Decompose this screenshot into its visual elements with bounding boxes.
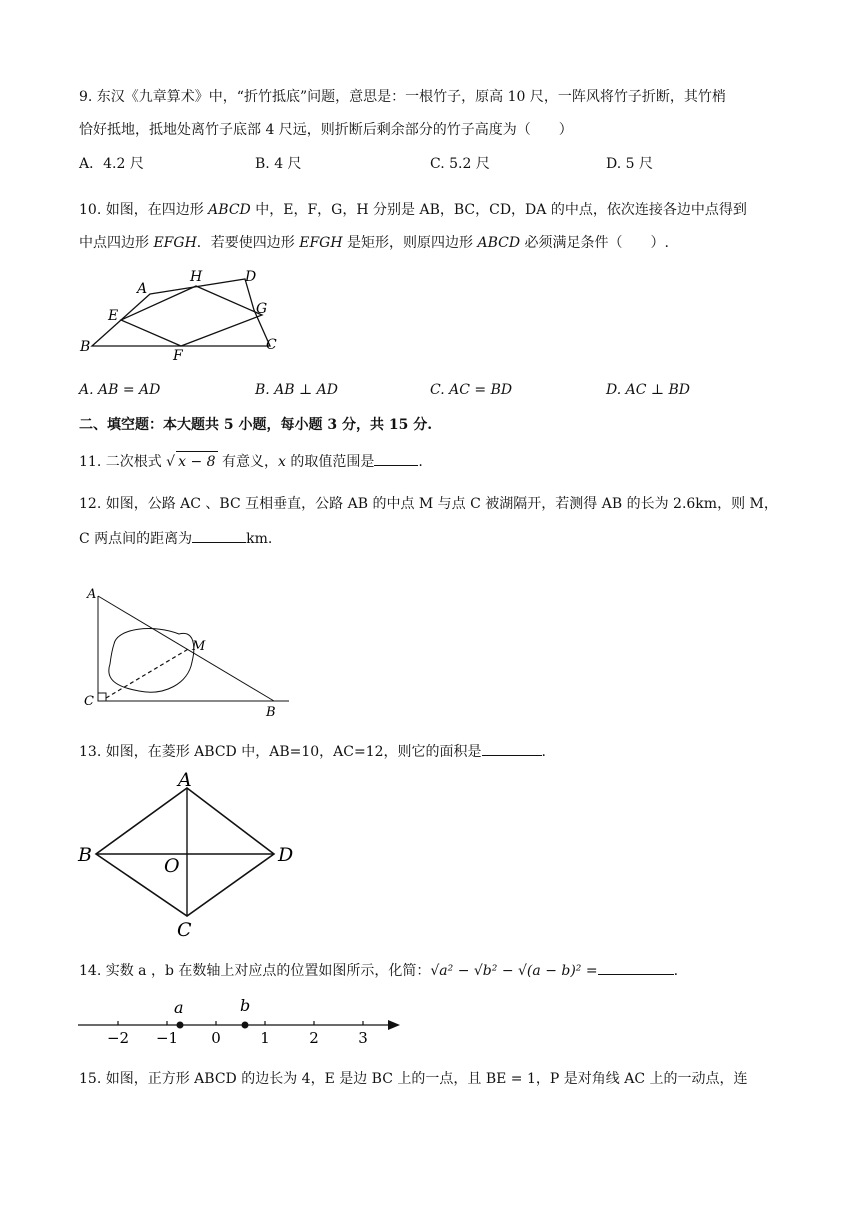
q11-answer-blank[interactable] [374,451,418,466]
q9-option-a: A．4.2 尺 [79,156,144,172]
q10-label-c: C [266,337,277,353]
q14-expression: √a² − √b² − √(a − b)² = [430,963,598,979]
q10-option-a: A. AB = AD [79,382,161,398]
q13-rhombus-figure [78,768,308,940]
q14-tick-label: 0 [211,1029,221,1047]
q10-option-b: B. AB ⊥ AD [255,382,338,398]
q9-option-c: C. 5.2 尺 [430,156,490,172]
q13-label-o: O [164,855,180,877]
q9-line2: 恰好抵地，抵地处离竹子底部 4 尺远，则折断后剩余部分的竹子高度为（ ） [79,122,573,138]
q12-road-lake-figure [84,584,294,719]
q12-text: C 两点间的距离为 [79,531,193,547]
q10-quad-name: ABCD [477,235,521,251]
q10-text: 必须满足条件（ ）. [520,235,669,251]
q11-line [79,451,423,472]
q10-quad-name: EFGH [153,235,197,251]
sqrt-symbol: √ [166,454,176,470]
q10-quad-name: ABCD [208,202,251,218]
q14-tick-label: 3 [358,1029,368,1047]
q12-line1: 12. 如图，公路 AC 、BC 互相垂直，公路 AB 的中点 M 与点 C 被湖隔开，若测得 AB 的长为 2.6km，则 M， [79,496,778,512]
q12-label-b: B [266,705,276,720]
q10-line1 [79,200,747,220]
q10-text: 中点四边形 [79,235,154,251]
q14-point-a [177,1022,184,1029]
q11-variable: x [277,454,286,470]
q12-text: km. [246,531,273,547]
q14-line [79,960,678,981]
q14-tick-label: 1 [260,1029,270,1047]
section-title: 二、填空题：本大题共 5 小题，每小题 3 分，共 15 分. [79,417,433,433]
q11-text: 有意义， [217,454,278,470]
q13-text: 13. 如图，在菱形 ABCD 中，AB=10，AC=12，则它的面积是 [79,744,482,760]
q12-answer-blank[interactable] [192,528,246,543]
q12-label-c: C [84,694,94,709]
q10-quadrilateral-figure [80,266,290,366]
q13-label-b: B [78,844,92,866]
q12-label-m: M [192,639,206,654]
q12-line2 [79,528,272,549]
q14-point-a-label: a [174,998,184,1017]
q10-label-g: G [256,301,268,317]
q14-text: . [673,963,679,979]
q9-option-b: B. 4 尺 [255,156,302,172]
q10-label-d: D [245,269,257,285]
q11-text: 11. 二次根式 [79,454,167,470]
q13-label-c: C [177,919,192,941]
q13-text: . [541,744,546,760]
q11-radicand: x − 8 [176,451,217,472]
q12-label-a: A [87,587,97,602]
q13-answer-blank[interactable] [482,741,542,756]
q14-point-b-label: b [240,996,251,1015]
q14-tick-label: −1 [155,1029,179,1047]
q10-option-d: D. AC ⊥ BD [606,382,691,398]
q15-line1: 15. 如图，正方形 ABCD 的边长为 4，E 是边 BC 上的一点，且 BE = 1，P 是对角线 AC 上的一动点，连 [79,1071,748,1087]
q10-text: ．若要使四边形 [196,235,300,251]
q9-line1: 9. 东汉《九章算术》中，“折竹抵底”问题，意思是：一根竹子，原高 10 尺，一阵风将竹子折断，其竹梢 [79,89,726,105]
q10-label-b: B [80,339,91,355]
q14-number-line [78,996,408,1046]
q14-answer-blank[interactable] [598,960,674,975]
q14-tick-label: −2 [106,1029,130,1047]
q13-label-d: D [278,844,294,866]
q13-line [79,741,546,762]
q11-text: . [418,454,423,470]
q10-label-a: A [137,281,148,297]
q10-line2 [79,233,669,253]
q10-text: 10. 如图，在四边形 [79,202,209,218]
q14-tick-label: 2 [309,1029,319,1047]
q10-quad-name: EFGH [299,235,343,251]
q10-label-f: F [173,348,183,364]
q11-text: 的取值范围是 [285,454,375,470]
q10-label-h: H [190,269,203,285]
q14-text: 14. 实数 a ，b 在数轴上对应点的位置如图所示，化简： [79,963,431,979]
q10-label-e: E [108,308,119,324]
q10-text: 是矩形，则原四边形 [342,235,478,251]
q10-text: 中，E，F，G，H 分别是 AB，BC，CD，DA 的中点，依次连接各边中点得到 [250,202,747,218]
q9-option-d: D. 5 尺 [606,156,653,172]
q14-point-b [242,1022,249,1029]
q13-label-a: A [178,769,192,791]
q10-option-c: C. AC = BD [430,382,513,398]
